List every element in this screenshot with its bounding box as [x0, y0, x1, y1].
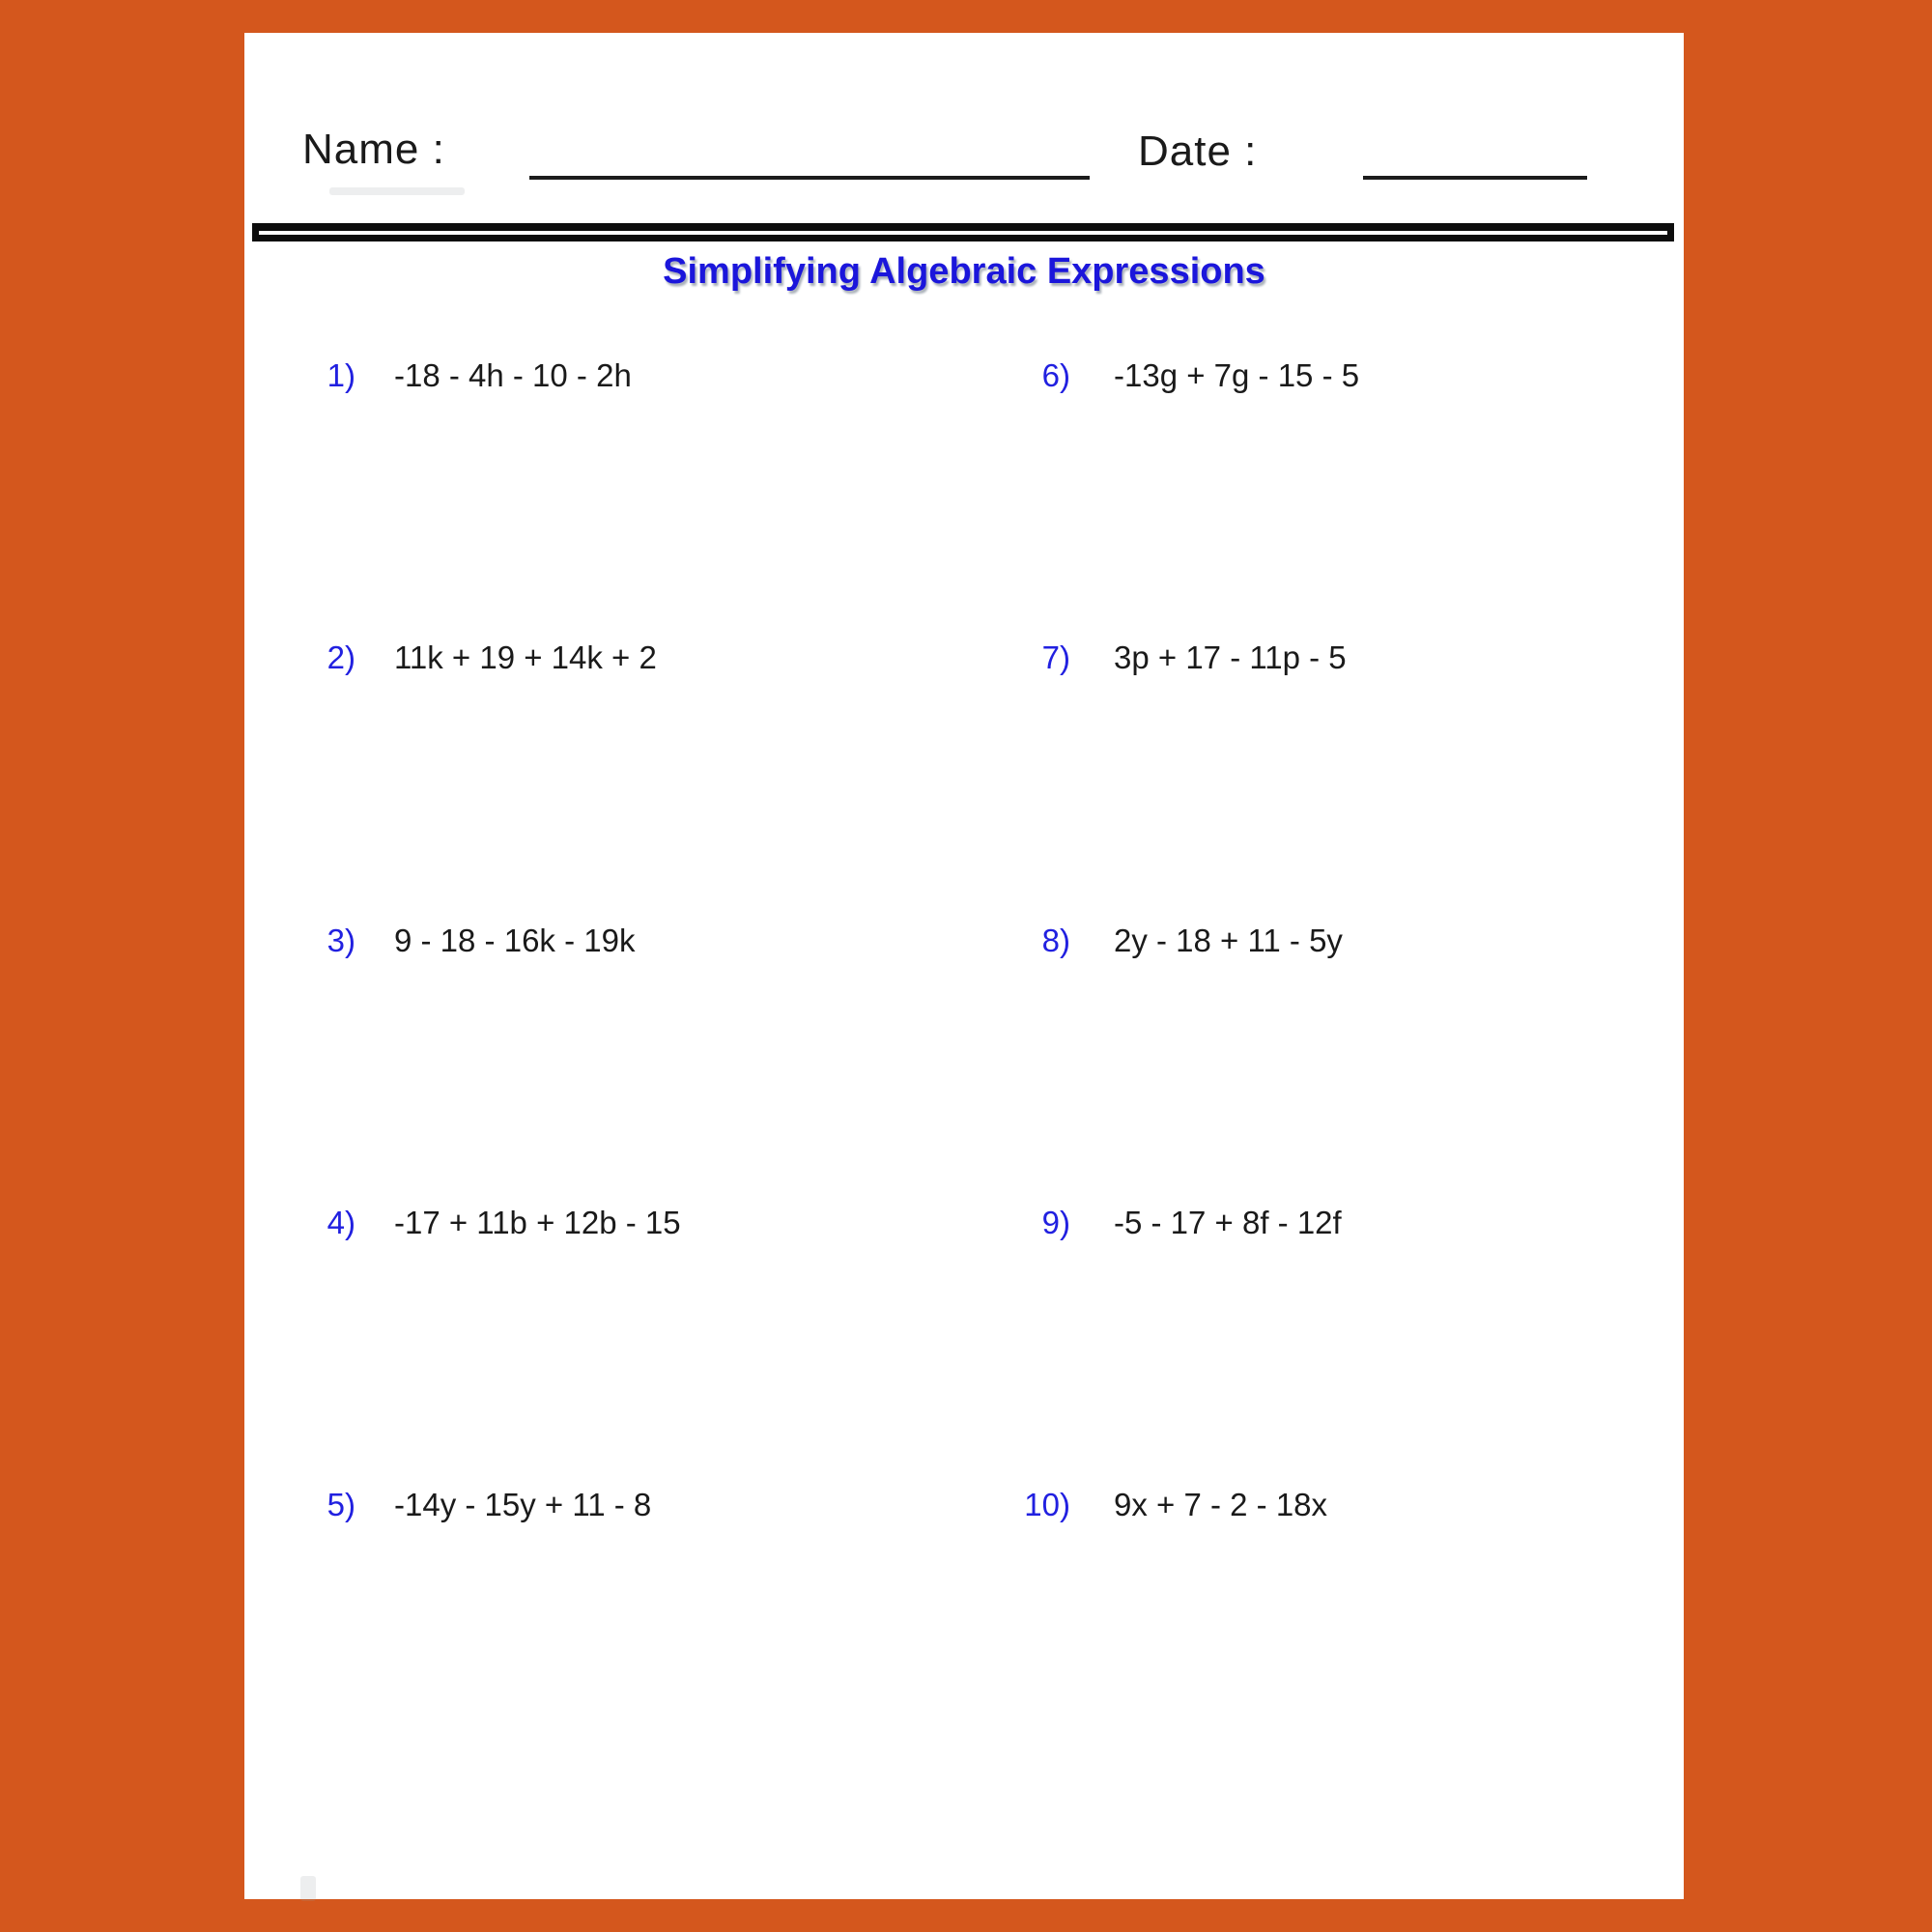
problem-expression: 3p + 17 - 11p - 5 — [1114, 639, 1347, 675]
problem-row-6 — [988, 357, 1359, 394]
name-label: Name : — [302, 126, 445, 173]
problem-expression: -14y - 15y + 11 - 8 — [394, 1487, 652, 1522]
problem-row-7 — [988, 639, 1347, 676]
scan-artifact — [300, 1876, 316, 1901]
problem-row-4 — [283, 1205, 681, 1241]
problem-number: 2) — [327, 639, 355, 675]
problem-row-5 — [283, 1487, 651, 1523]
problem-number: 7) — [1041, 639, 1070, 675]
problem-expression: 9x + 7 - 2 - 18x — [1114, 1487, 1328, 1522]
problem-number: 10) — [1024, 1487, 1070, 1522]
problem-expression: -13g + 7g - 15 - 5 — [1114, 357, 1360, 393]
worksheet-page — [244, 33, 1684, 1899]
problem-expression: -5 - 17 + 8f - 12f — [1114, 1205, 1342, 1240]
problem-row-2 — [283, 639, 657, 676]
name-field-line[interactable] — [529, 176, 1090, 180]
scan-artifact — [329, 187, 465, 195]
problem-number: 3) — [327, 923, 355, 958]
problem-number: 8) — [1041, 923, 1070, 958]
problem-expression: 9 - 18 - 16k - 19k — [394, 923, 636, 958]
problem-row-1 — [283, 357, 632, 394]
problem-expression: -18 - 4h - 10 - 2h — [394, 357, 632, 393]
problem-row-3 — [283, 923, 635, 959]
problem-expression: 2y - 18 + 11 - 5y — [1114, 923, 1343, 958]
problem-row-10 — [988, 1487, 1327, 1523]
problem-row-9 — [988, 1205, 1342, 1241]
problem-number: 6) — [1041, 357, 1070, 393]
problem-number: 1) — [327, 357, 355, 393]
problem-number: 9) — [1041, 1205, 1070, 1240]
problem-expression: -17 + 11b + 12b - 15 — [394, 1205, 681, 1240]
date-label: Date : — [1138, 128, 1258, 175]
problem-number: 4) — [327, 1205, 355, 1240]
header-divider-rule — [252, 223, 1674, 242]
problem-expression: 11k + 19 + 14k + 2 — [394, 639, 657, 675]
problem-number: 5) — [327, 1487, 355, 1522]
worksheet-title: Simplifying Algebraic Expressions — [663, 251, 1265, 292]
date-field-line[interactable] — [1363, 176, 1587, 180]
problem-row-8 — [988, 923, 1343, 959]
